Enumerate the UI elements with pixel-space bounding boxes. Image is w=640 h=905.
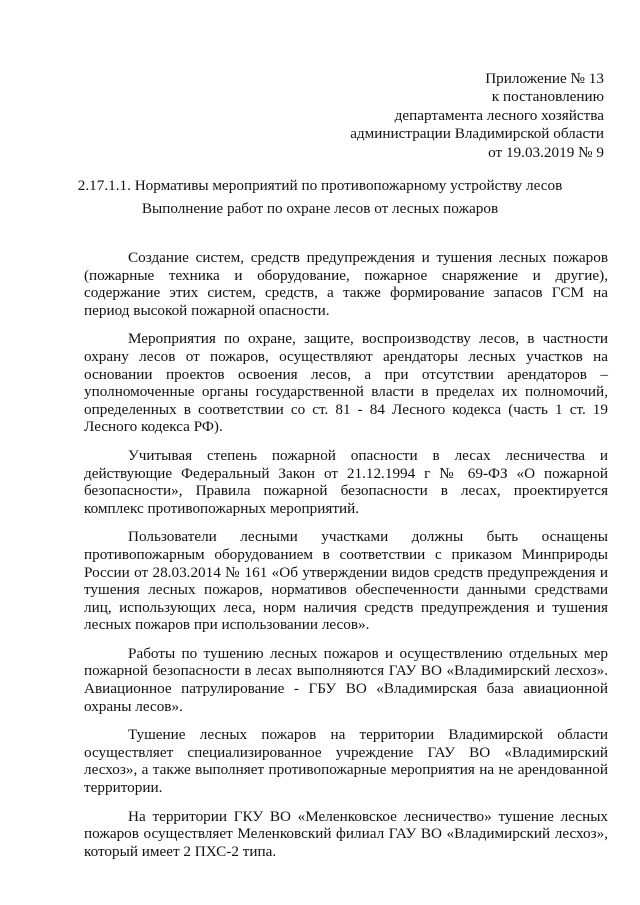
appendix-department: департамента лесного хозяйства: [394, 106, 604, 124]
paragraph: Работы по тушению лесных пожаров и осуществлению отдельных мер пожарной безопасности в лесах выполняются ГАУ ВО «Владимирский лесхоз». Авиационное патрулирование - ГБУ ВО «Владимирская база авиационной охраны лесов».: [84, 644, 608, 715]
paragraph: Тушение лесных пожаров на территории Владимирской области осуществляет специализированное учреждение ГАУ ВО «Владимирский лесхоз», а также выполняет противопожарные мероприятия на не арендованной территории.: [84, 726, 608, 797]
paragraph: Пользователи лесными участками должны быть оснащены противопожарным оборудованием в соответствии с приказом Минприроды России от 28.03.2014 № 161 «Об утверждении видов средств предупреждения и тушения лесных пожаров, нормативов обеспеченности данными средствами лиц, использующих леса, норм наличия средств предупреждения и тушения лесных пожаров при использовании лесов».: [84, 528, 608, 634]
appendix-ref: к постановлению: [491, 88, 604, 106]
paragraph: Мероприятия по охране, защите, воспроизводству лесов, в частности охрану лесов от пожаров, осуществляют арендаторы лесных участков на основании проектов освоения лесов, а при отсутствии арендаторов – уполномоченные органы государственной власти в пределах их полномочий, определенных в соответствии со ст. 81 - 84 Лесного кодекса (часть 1 ст. 19 Лесного кодекса РФ).: [84, 330, 608, 436]
paragraph: Создание систем, средств предупреждения и тушения лесных пожаров (пожарные техника и оборудование, пожарное снаряжение и другие), содержание этих систем, средств, а также формирование запасов ГСМ на период высокой пожарной опасности.: [84, 249, 608, 319]
paragraph: Учитывая степень пожарной опасности в лесах лесничества и действующие Федеральный Закон от 21.12.1994 г № 69-ФЗ «О пожарной безопасности», Правила пожарной безопасности в лесах, проектируется комплекс противопожарных мероприятий.: [84, 446, 608, 517]
appendix-number: Приложение № 13: [485, 70, 604, 87]
appendix-administration: администрации Владимирской области: [350, 125, 604, 143]
section-subtitle: Выполнение работ по охране лесов от лесных пожаров: [141, 200, 499, 217]
section-title: 2.17.1.1. Нормативы мероприятий по противопожарному устройству лесов: [77, 177, 563, 194]
appendix-header: [304, 70, 604, 162]
paragraph: На территории ГКУ ВО «Меленковское лесничество» тушение лесных пожаров осуществляет Меленковский филиал ГАУ ВО «Владимирский лесхоз», который имеет 2 ПХС-2 типа.: [84, 807, 608, 860]
document-body: [84, 249, 608, 871]
appendix-date: от 19.03.2019 № 9: [488, 143, 604, 161]
